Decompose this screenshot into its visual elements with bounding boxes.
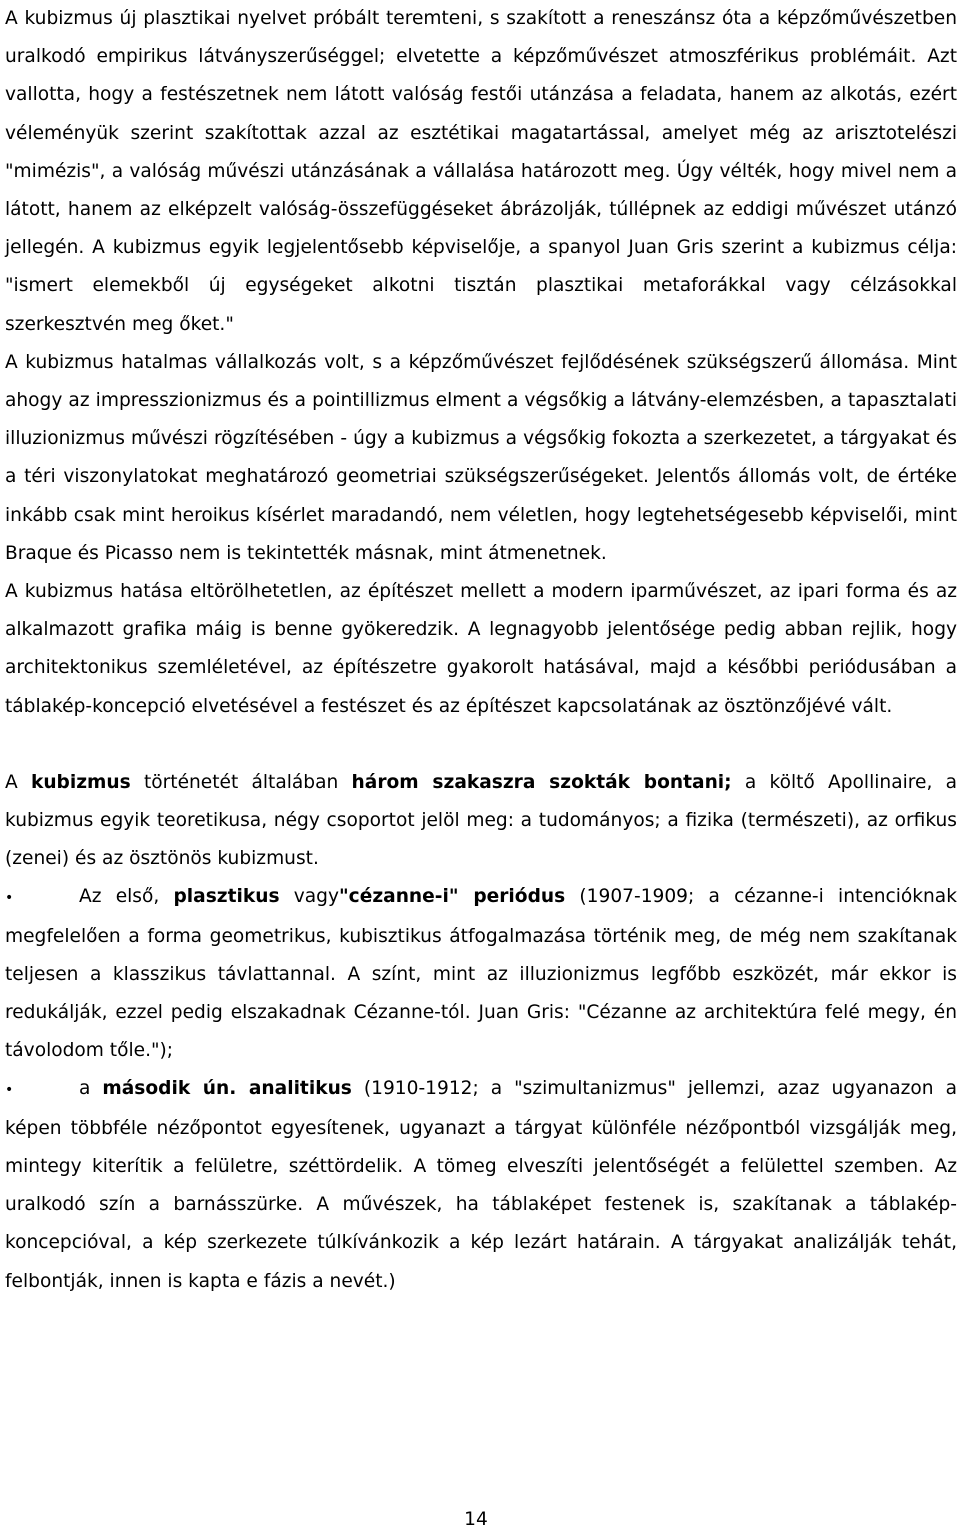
bold-run: plasztikus <box>173 886 280 908</box>
text-run: (1907-1909; a cézanne-i intencióknak megfelelően a forma geometrikus, kubisztikus átfogalmazása történik meg, de még nem szakítanak teljesen a klasszikus távlattannal. A színt, mint az illuzionizmus legfőbb eszközét, már ekkor is redukálják, ezzel pedig elszakadnak Cézanne-tól. Juan Gris: "Cézanne az architektúra felé megy, én távolodom tőle."); <box>5 886 957 1062</box>
text-run: Az első, <box>79 886 174 908</box>
paragraph-cubism-stages <box>5 764 957 879</box>
page-number: 14 <box>464 1509 488 1530</box>
paragraph-cubism-significance: A kubizmus hatalmas vállalkozás volt, s a képzőművészet fejlődésének szükségszerű állomása. Mint ahogy az impresszionizmus és a pointillizmus elment a végsőkig a látvány-elemzésben, a tapasztalati illuzionizmus művészi rögzítésében - úgy a kubizmus a végsőkig fokozta a szerkezetet, a tárgyakat és a téri viszonylatokat meghatározó geometriai szükségszerűségeket. Jelentős állomás volt, de értéke inkább csak mint heroikus kísérlet maradandó, nem véletlen, hogy legtehetségesebb képviselői, mint Braque és Picasso nem is tekintették másnak, mint átmenetnek. <box>5 351 957 564</box>
bold-run: második ún. analitikus <box>102 1078 352 1100</box>
list-item-plastic-period <box>5 878 957 1070</box>
text-run: vagy <box>279 886 339 908</box>
bold-run: három szakaszra szokták bontani; <box>351 771 732 793</box>
text-run: a <box>79 1078 103 1100</box>
list-item-analytic-period <box>5 1070 957 1300</box>
document-page <box>5 0 957 1301</box>
bold-run: "cézanne-i" periódus <box>339 886 566 908</box>
text-run: A <box>5 771 31 793</box>
bullet-icon: • <box>5 1082 14 1099</box>
text-run: (1910-1912; a "szimultanizmus" jellemzi, azaz ugyanazon a képen többféle nézőpontot egyesítenek, ugyanazt a tárgyat különféle nézőpontból vizsgálják meg, mintegy kiterítik a felületre, széttördelik. A tömeg elveszíti jelentőségét a felülettel szemben. Az uralkodó szín a barnásszürke. A művészek, ha táblaképet festenek is, szakítanak a táblakép-koncepcióval, a kép szerkezete túlkívánkozik a kép lezárt határain. A tárgyakat analizálják tehát, felbontják, innen is kapta e fázis a nevét.) <box>5 1078 957 1292</box>
text-run: történetét általában <box>130 771 352 793</box>
paragraph-cubism-intro: A kubizmus új plasztikai nyelvet próbált teremteni, s szakított a reneszánsz óta a képzőművészetben uralkodó empirikus látványszerűséggel; elvetette a képzőművészet atmoszférikus problémáit. Azt vallotta, hogy a festészetnek nem látott valóság festői utánzása a feladata, hanem az alkotás, ezért véleményük szerint szakítottak azzal az esztétikai magatartással, amelyet még az arisztotelészi "mimézis", a valóság művészi utánzásának a vállalása határozott meg. Úgy vélték, hogy mivel nem a látott, hanem az elképzelt valóság-összefüggéseket ábrázolják, túllépnek az eddigi művészet utánzó jellegén. A kubizmus egyik legjelentősebb képviselője, a spanyol Juan Gris szerint a kubizmus célja: "ismert elemekből új egységeket alkotni tisztán plasztikai metaforákkal vagy célzásokkal szerkesztvén meg őket." <box>5 8 957 335</box>
paragraph-cubism-influence: A kubizmus hatása eltörölhetetlen, az építészet mellett a modern iparművészet, az ipari forma és az alkalmazott grafika máig is benne gyökeredzik. A legnagyobb jelentősége pedig abban rejlik, hogy architektonikus szemléletével, az építészetre gyakorolt hatásával, majd a későbbi periódusában a táblakép-koncepció elvetésével a festészet és az építészet kapcsolatának az ösztönzőjévé vált. <box>5 581 957 717</box>
text-run: a költő Apollinaire, a kubizmus egyik teoretikusa, négy csoportot jelöl meg: a tudományos; a fizika (természeti), az orfikus (zenei) és az ösztönös kubizmust. <box>5 771 957 870</box>
bold-run: kubizmus <box>30 771 131 793</box>
bullet-icon: • <box>5 890 14 907</box>
